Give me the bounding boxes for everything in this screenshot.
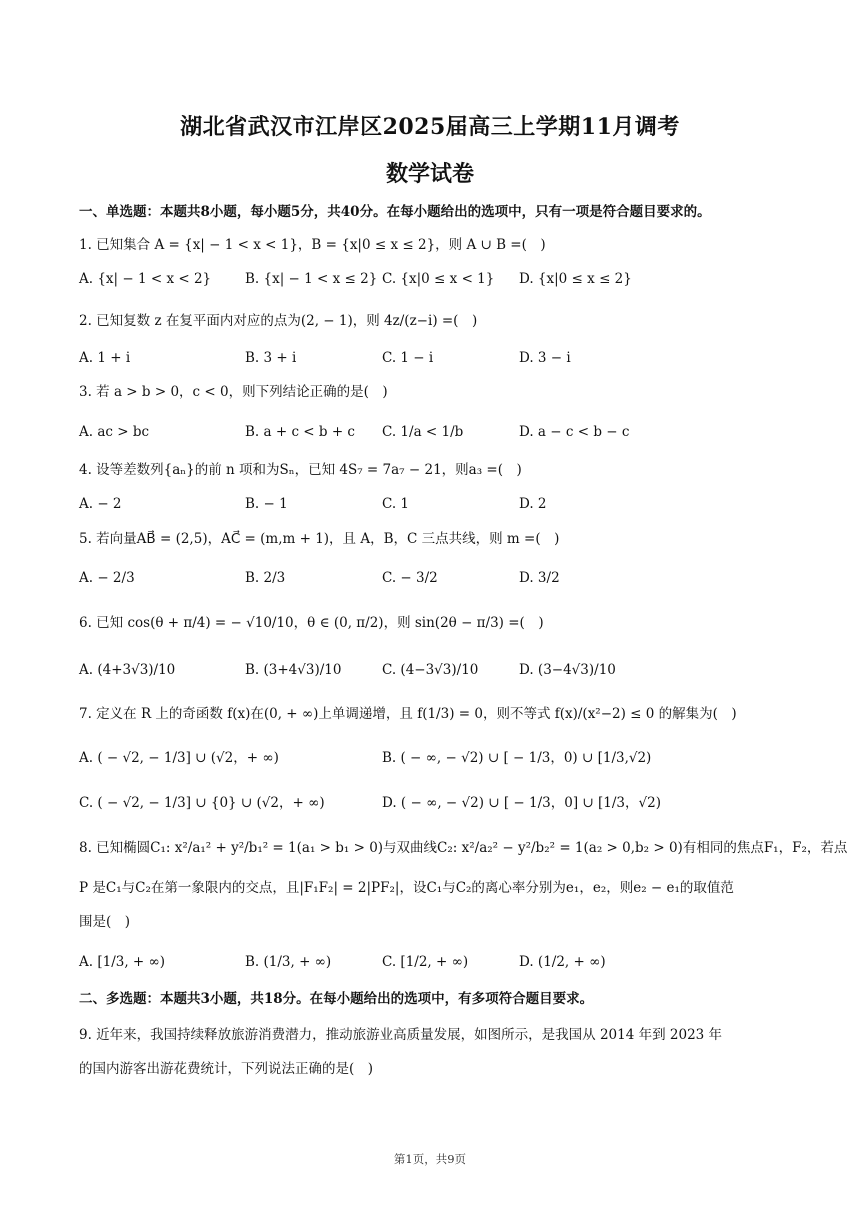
question-8-stem-line-1: 8. 已知椭圆C₁: x²/a₁² + y²/b₁² = 1(a₁ > b₁ > 0)与双曲线C₂: x²/a₂² − y²/b₂² = 1(a₂ > 0,b₂ > 0)有相同的焦点F₁，F₂，若点 xyxy=(79,840,848,856)
q2-option-a: A. 1 + i xyxy=(79,350,131,366)
q7-option-c: C. ( − √2, − 1/3] ∪ {0} ∪ (√2，+ ∞) xyxy=(79,795,325,811)
question-4-options xyxy=(79,495,779,515)
question-6-options xyxy=(79,661,779,681)
q6-option-d: D. (3−4√3)/10 xyxy=(519,662,616,678)
q6-option-a: A. (4+3√3)/10 xyxy=(79,662,176,678)
q8-option-c: C. [1/2, + ∞) xyxy=(382,954,469,970)
question-5-options xyxy=(79,569,779,589)
question-8-stem-line-3: 围是( ) xyxy=(79,914,131,930)
q2-option-d: D. 3 − i xyxy=(519,350,571,366)
q7-option-a: A. ( − √2, − 1/3] ∪ (√2，+ ∞) xyxy=(79,750,279,766)
question-8-options xyxy=(79,953,779,973)
q6-option-b: B. (3+4√3)/10 xyxy=(245,662,342,678)
q2-option-b: B. 3 + i xyxy=(245,350,297,366)
question-3-options xyxy=(79,423,779,443)
question-5-stem: 5. 若向量AB⃗ = (2,5)，AC⃗ = (m,m + 1)，且 A，B，C 三点共线，则 m =( ) xyxy=(79,531,560,547)
q3-option-a: A. ac > bc xyxy=(79,424,150,440)
q7-option-b: B. ( − ∞, − √2) ∪ [ − 1/3，0) ∪ [1/3,√2) xyxy=(382,750,652,766)
q4-option-c: C. 1 xyxy=(382,496,410,512)
q3-option-c: C. 1/a < 1/b xyxy=(382,424,464,440)
q4-option-b: B. − 1 xyxy=(245,496,288,512)
q1-option-d: D. {x|0 ≤ x ≤ 2} xyxy=(519,271,632,287)
question-9-stem-line-1: 9. 近年来，我国持续释放旅游消费潜力，推动旅游业高质量发展，如图所示，是我国从 2014 年到 2023 年 xyxy=(79,1027,723,1043)
q2-option-c: C. 1 − i xyxy=(382,350,434,366)
q4-option-d: D. 2 xyxy=(519,496,547,512)
question-7-options-ab xyxy=(79,749,779,769)
section-multiple-choice: 二、多选题：本题共3小题，共18分。在每小题给出的选项中，有多项符合题目要求。 xyxy=(79,991,594,1007)
q3-option-b: B. a + c < b + c xyxy=(245,424,355,440)
question-7-options-cd xyxy=(79,794,779,814)
page-subtitle: 数学试卷 xyxy=(385,161,474,187)
q6-option-c: C. (4−3√3)/10 xyxy=(382,662,479,678)
q5-option-a: A. − 2/3 xyxy=(79,570,135,586)
q1-option-a: A. {x| − 1 < x < 2} xyxy=(79,271,212,287)
question-6-stem: 6. 已知 cos(θ + π/4) = − √10/10，θ ∈ (0, π/2)，则 sin(2θ − π/3) =( ) xyxy=(79,615,544,631)
page-footer: 第1页，共9页 xyxy=(393,1152,467,1166)
question-1-options xyxy=(79,270,779,290)
question-2-options xyxy=(79,349,779,369)
q3-option-d: D. a − c < b − c xyxy=(519,424,630,440)
question-1-stem: 1. 已知集合 A = {x| − 1 < x < 1}，B = {x|0 ≤ x ≤ 2}，则 A ∪ B =( ) xyxy=(79,237,546,253)
question-9-stem-line-2: 的国内游客出游花费统计，下列说法正确的是( ) xyxy=(79,1061,374,1077)
page-title: 湖北省武汉市江岸区2025届高三上学期11月调考 xyxy=(180,114,680,140)
q1-option-c: C. {x|0 ≤ x < 1} xyxy=(382,271,495,287)
q8-option-b: B. (1/3, + ∞) xyxy=(245,954,332,970)
q4-option-a: A. − 2 xyxy=(79,496,122,512)
question-7-stem: 7. 定义在 R 上的奇函数 f(x)在(0, + ∞)上单调递增，且 f(1/3) = 0，则不等式 f(x)/(x²−2) ≤ 0 的解集为( ) xyxy=(79,706,737,722)
question-4-stem: 4. 设等差数列{aₙ}的前 n 项和为Sₙ，已知 4S₇ = 7a₇ − 21，则a₃ =( ) xyxy=(79,462,522,478)
section-single-choice: 一、单选题：本题共8小题，每小题5分，共40分。在每小题给出的选项中，只有一项是符合题目要求的。 xyxy=(79,204,711,220)
q8-option-d: D. (1/2, + ∞) xyxy=(519,954,606,970)
question-3-stem: 3. 若 a > b > 0，c < 0，则下列结论正确的是( ) xyxy=(79,384,388,400)
q5-option-c: C. − 3/2 xyxy=(382,570,438,586)
q5-option-b: B. 2/3 xyxy=(245,570,286,586)
q5-option-d: D. 3/2 xyxy=(519,570,560,586)
q7-option-d: D. ( − ∞, − √2) ∪ [ − 1/3，0] ∪ [1/3，√2) xyxy=(382,795,661,811)
q1-option-b: B. {x| − 1 < x ≤ 2} xyxy=(245,271,378,287)
question-2-stem: 2. 已知复数 z 在复平面内对应的点为(2, − 1)，则 4z/(z−i) =( ) xyxy=(79,313,478,329)
question-8-stem-line-2: P 是C₁与C₂在第一象限内的交点，且|F₁F₂| = 2|PF₂|，设C₁与C₂的离心率分别为e₁，e₂，则e₂ − e₁的取值范 xyxy=(79,880,734,896)
q8-option-a: A. [1/3, + ∞) xyxy=(79,954,166,970)
